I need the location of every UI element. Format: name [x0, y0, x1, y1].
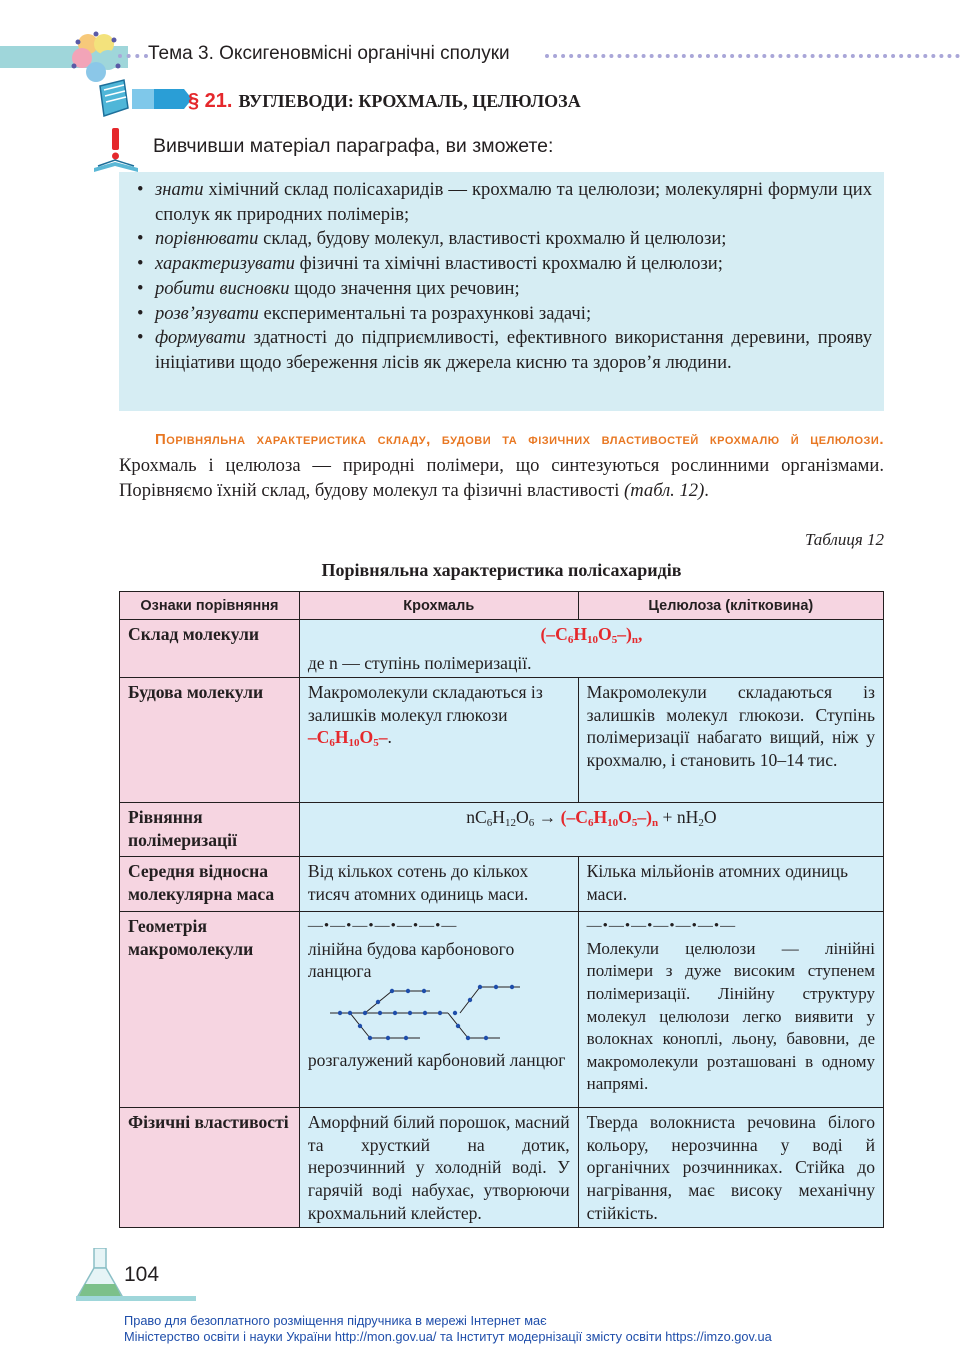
- paragraph-body: Крохмаль і целюлоза — природні полімери, що синтезуються рослинними організмами. Порівняємо їхній склад, будову молекул та фізичні властивості: [119, 454, 884, 501]
- table-label: Таблиця 12: [804, 530, 884, 549]
- column-header: Целюлоза (клітковина): [578, 592, 883, 620]
- legal-line-1: Право для безоплатного розміщення підручника в мережі Інтернет має: [124, 1313, 547, 1328]
- intro-paragraph: [119, 426, 884, 504]
- objective-text: експериментальні та розрахункові задачі;: [258, 302, 592, 324]
- cellulose-mass-cell: Кілька мільйонів атомних одиниць маси.: [578, 857, 883, 912]
- branched-chain-diagram: [330, 983, 530, 1049]
- objective-item: [155, 277, 872, 302]
- intro-text: Вивчивши матеріал параграфа, ви зможете:: [153, 135, 554, 157]
- branched-chain-caption: розгалужений карбоновий ланцюг: [307, 1049, 566, 1070]
- cellulose-chain-diagram: —•—•—•—•—•—•—: [586, 918, 737, 935]
- starch-structure-cell: Макромолекули складаються із залишків молекул глюкози $-C_6H_{10}O_5-$.: [299, 678, 578, 803]
- objective-text: щодо значення цих речовин;: [289, 277, 520, 299]
- polymerization-equation: $nC_6H_{12}O_6 \to (-C_6H_{10}O_5-)_n + nH_2O$: [299, 803, 883, 857]
- page-number: 104: [124, 1263, 160, 1286]
- objective-text: хімічний склад полісахаридів — крохмалю та целюлози; молекулярні формули цих сполук як природних полімерів;: [155, 179, 872, 225]
- table-row: [120, 1108, 884, 1228]
- section-title-text: ВУГЛЕВОДИ: КРОХМАЛЬ, ЦЕЛЮЛОЗА: [238, 91, 581, 111]
- cellulose-physical-cell: Тверда волокниста речовина білого кольору, нерозчинна у воді й органічних розчинниках. Стійка до нагрівання, має високу механічну стійкість.: [578, 1108, 883, 1228]
- objective-verb: характеризувати: [155, 253, 295, 275]
- table-header-row: [120, 592, 884, 620]
- table-row: [120, 620, 884, 678]
- objective-text: склад, будову молекул, властивості крохмалю й целюлози;: [258, 228, 727, 250]
- objectives-list: [155, 178, 872, 376]
- objective-item: [155, 227, 872, 252]
- composition-cell: [299, 620, 883, 678]
- objective-text: здатності до підприємливості, ефективного використання деревини, прояву ініціативи щодо збереження лісів як джерела кисню та здоров’я людини.: [155, 327, 872, 373]
- linear-chain-caption: лінійна будова карбонового ланцюга: [307, 938, 515, 982]
- column-header: Крохмаль: [299, 592, 578, 620]
- composition-note: де n — ступінь полімеризації.: [307, 652, 532, 673]
- comparison-table: [119, 591, 884, 1228]
- row-label: Геометрія макромолекули: [120, 912, 300, 1108]
- objective-item: [155, 326, 872, 375]
- starch-physical-cell: Аморфний білий порошок, масний та хрусткий на дотик, нерозчинний у холодній воді. У гарячій воді набухає, утворюючи крохмальний клейстер.: [299, 1108, 578, 1228]
- paragraph-lead: Порівняльна характеристика складу, будови та фізичних властивостей крохмалю й целюлози.: [155, 431, 884, 448]
- starch-mass-cell: Від кількох сотень до кількох тисяч атомних одиниць маси.: [299, 857, 578, 912]
- paragraph-end: .: [704, 480, 709, 501]
- table-row: [120, 678, 884, 803]
- column-header: Ознаки порівняння: [120, 592, 300, 620]
- objective-verb: робити висновки: [155, 277, 290, 299]
- exclamation-book-icon: [92, 128, 148, 172]
- starch-structure-text: Макромолекули складаються із залишків молекул глюкози: [307, 682, 543, 725]
- table-row: [120, 857, 884, 912]
- flask-icon: [74, 1248, 126, 1302]
- formula-residue: $-C_6H_{10}O_5-$: [307, 727, 388, 750]
- table-row: [120, 912, 884, 1108]
- footer-line: [76, 1296, 196, 1301]
- header-dots-right: [545, 54, 960, 58]
- row-label: Середня відносна молекулярна маса: [120, 857, 300, 912]
- row-label: Рівняння полімеризації: [120, 803, 300, 857]
- cellulose-geometry-cell: [578, 912, 883, 1108]
- objective-text: фізичні та хімічні властивості крохмалю й целюлози;: [294, 253, 723, 275]
- table-reference: (табл. 12): [624, 480, 705, 501]
- row-label: Будова молекули: [120, 678, 300, 803]
- linear-chain-diagram: —•—•—•—•—•—•—: [307, 918, 458, 935]
- cellulose-structure-cell: Макромолекули складаються із залишків молекул глюкози. Ступінь полімеризації набагато вищий, ніж у крохмалю, і становить 10–14 тис.: [578, 678, 883, 803]
- cellulose-geometry-text: Молекули целюлози — лінійні полімери з дуже високим ступенем полімеризації. Лінійну структуру молекул целюлози легко виявити у волокнах коноплі, льону, бавовни, де макромолекули розташовані в одному напрямі.: [586, 938, 875, 1094]
- objective-verb: порівнювати: [155, 228, 259, 250]
- objectives-box: [119, 172, 884, 411]
- objective-verb: розв’язувати: [155, 302, 259, 324]
- table-row: [120, 803, 884, 857]
- starch-geometry-cell: [299, 912, 578, 1108]
- objective-item: [155, 178, 872, 227]
- legal-line-2: Міністерство освіти і науки України http://mon.gov.ua/ та Інститут модернізації змісту освіти https://imzo.gov.ua: [124, 1329, 772, 1344]
- objective-item: [155, 302, 872, 327]
- section-title: [188, 90, 581, 113]
- formula-polysaccharide: $(-C_6H_{10}O_5-)_n$,: [540, 624, 643, 646]
- book-arrow-icon: [92, 74, 192, 124]
- row-label: Склад молекули: [120, 620, 300, 678]
- section-number: § 21.: [188, 90, 233, 112]
- legal-notice: [124, 1313, 772, 1345]
- objective-verb: формувати: [155, 327, 246, 349]
- row-label: Фізичні властивості: [120, 1108, 300, 1228]
- table-title: Порівняльна характеристика полісахаридів: [321, 560, 682, 580]
- chapter-theme: Тема 3. Оксигеновмісні органічні сполуки: [148, 43, 510, 64]
- objective-verb: знати: [155, 179, 204, 200]
- objective-item: [155, 252, 872, 277]
